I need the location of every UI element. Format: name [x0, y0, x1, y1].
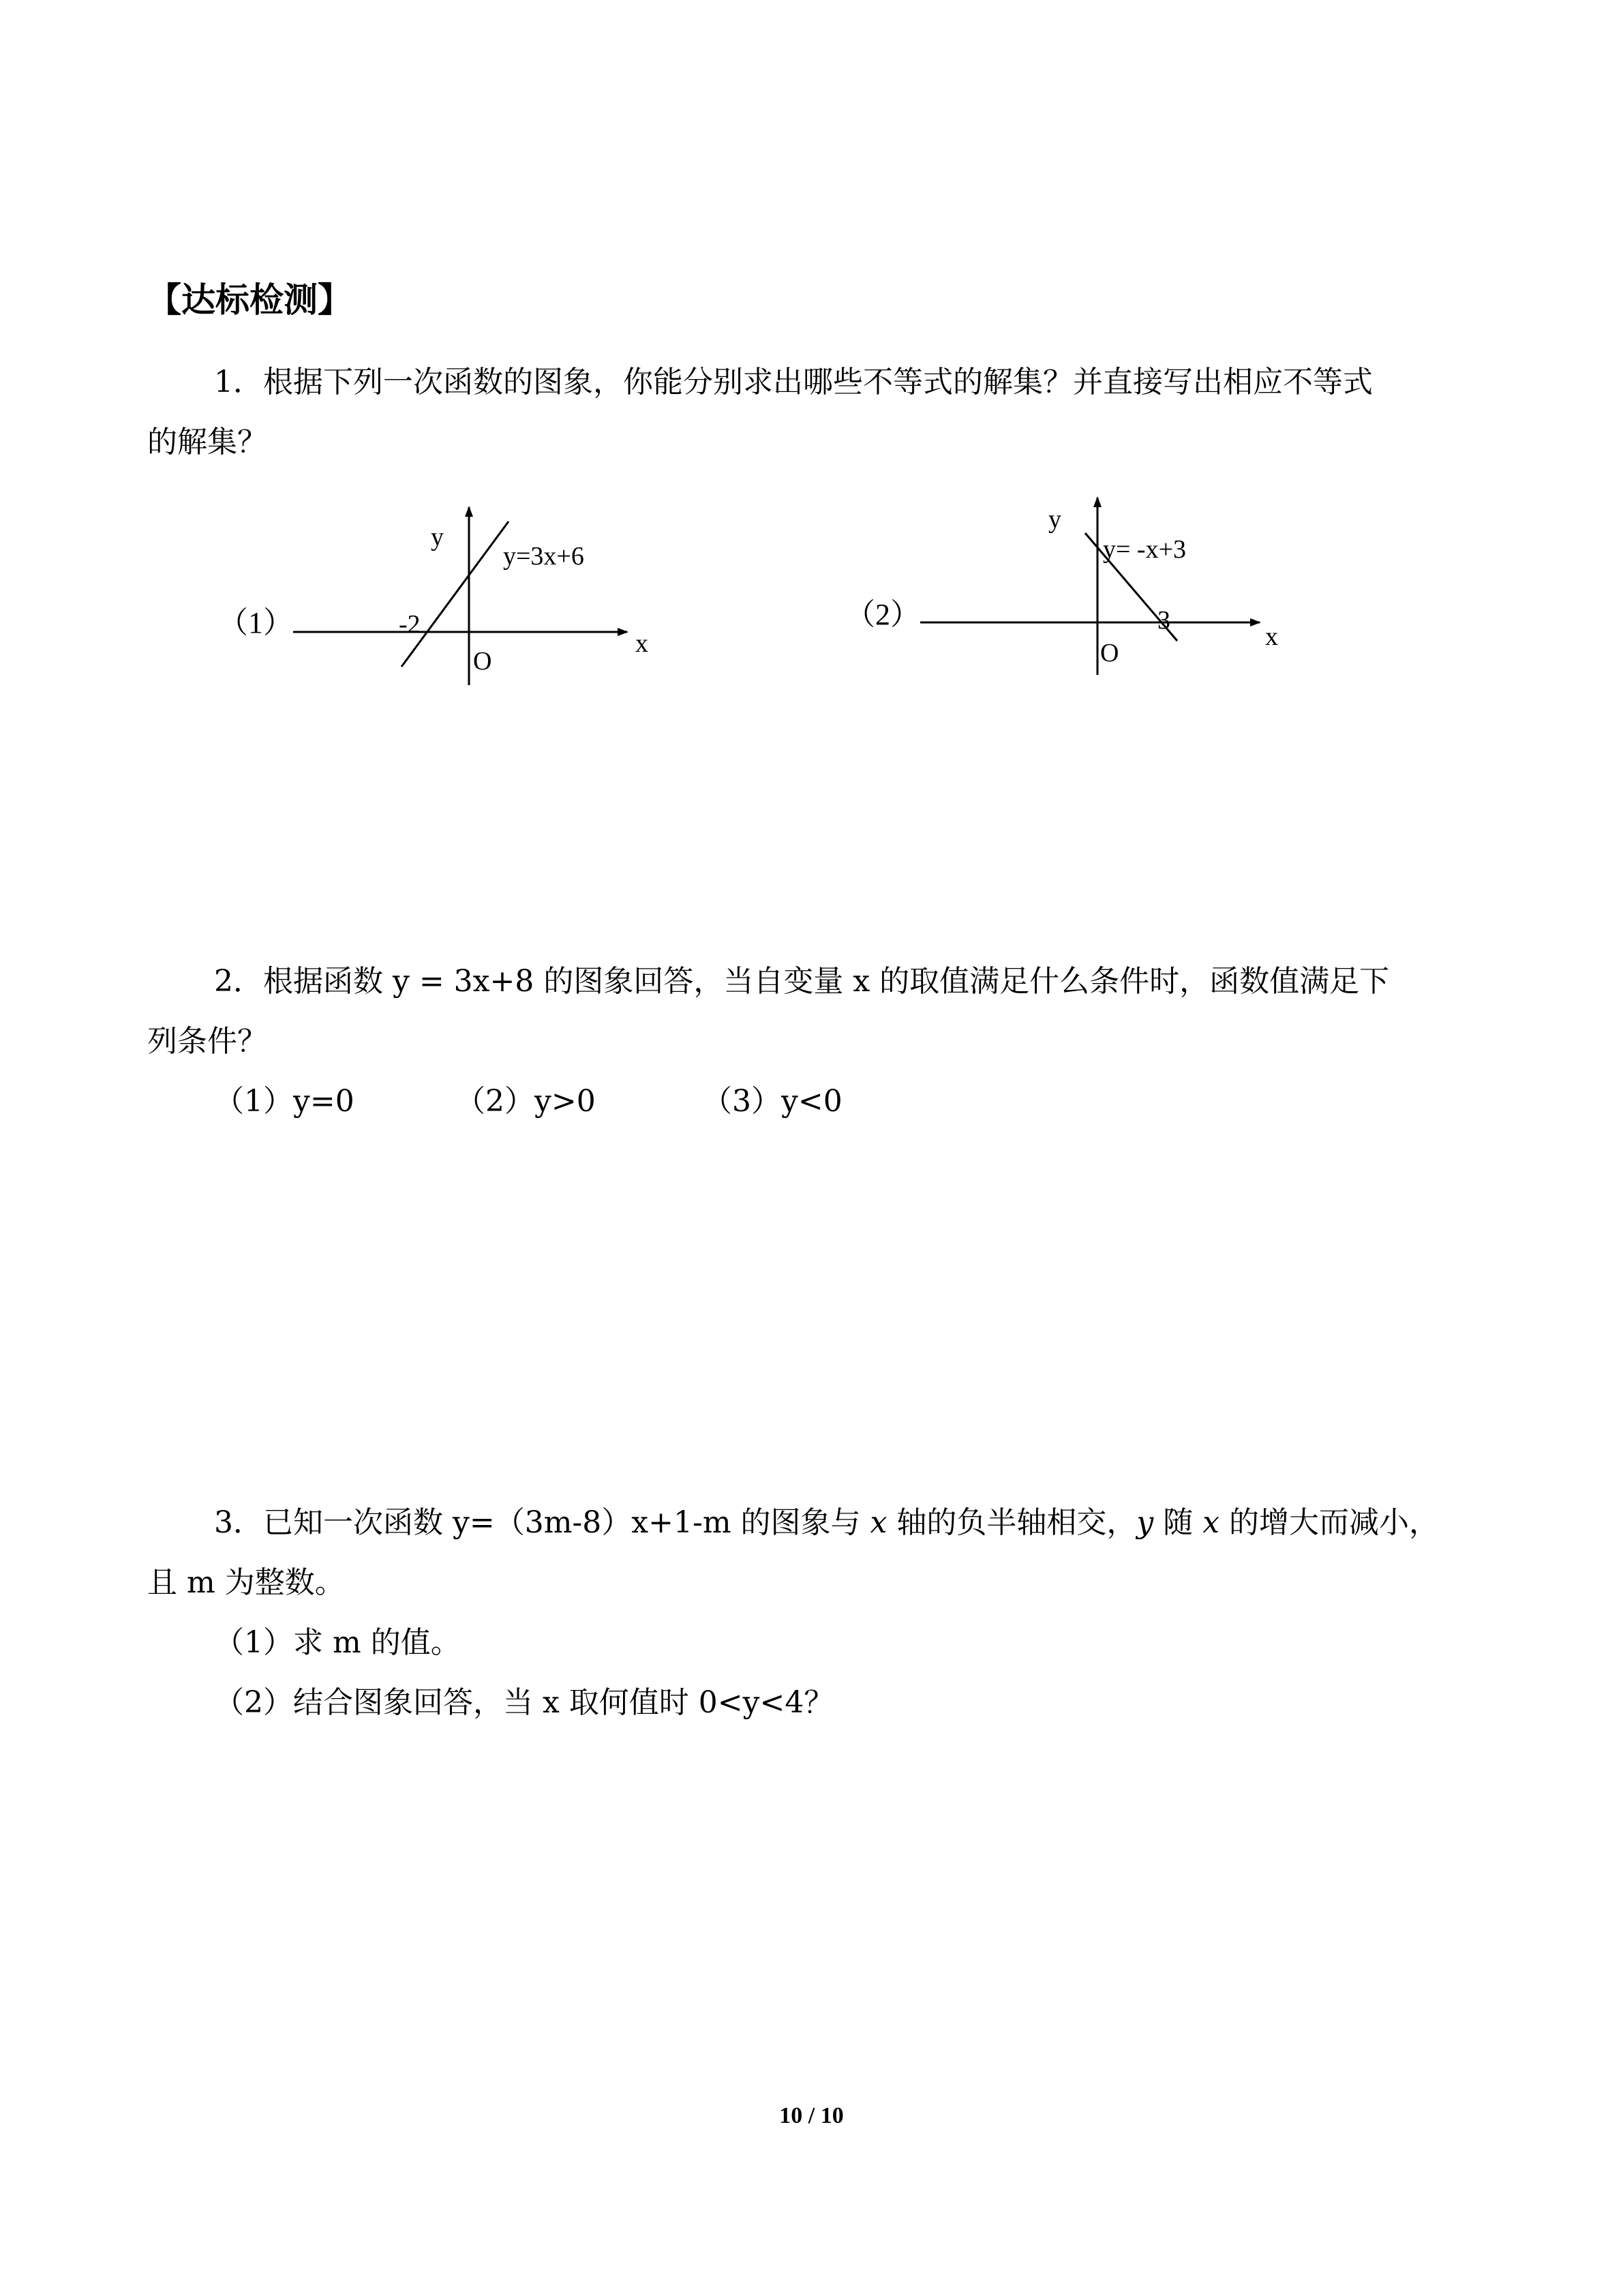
- graph-1-x-label: x: [635, 629, 648, 658]
- q3-sub-1: （1）求 m 的值。: [214, 1625, 461, 1660]
- graph-2-equation: y= -x+3: [1103, 535, 1187, 564]
- graph-1-label: （1）: [218, 606, 293, 639]
- q1-line2: 的解集？: [147, 425, 267, 459]
- q2-option-1: （1）y=0: [214, 1084, 354, 1119]
- q3-var-y: y: [1136, 1505, 1154, 1540]
- graph-1-origin: O: [473, 647, 492, 676]
- graph-2-intercept: 3: [1157, 606, 1170, 635]
- section-heading: 【达标检测】: [147, 280, 352, 320]
- q3-var-x: x: [870, 1505, 888, 1540]
- graph-1-line: [401, 522, 509, 667]
- graph-2-origin: O: [1100, 639, 1119, 667]
- q3-line1-part-b: 轴的负半轴相交，: [887, 1505, 1137, 1540]
- graph-1-y-label: y: [431, 523, 444, 552]
- page-number: 10 / 10: [779, 2103, 844, 2128]
- q1-line1: 1．根据下列一次函数的图象，你能分别求出哪些不等式的解集？并直接写出相应不等式: [214, 365, 1373, 399]
- q3-line1-part-d: 的增大而减小，: [1219, 1505, 1440, 1540]
- q3-var-x-2: x: [1202, 1505, 1220, 1540]
- q3-line1-part-c: 随: [1153, 1505, 1203, 1540]
- q2-line2: 列条件？: [147, 1024, 267, 1059]
- graph-2-label: （2）: [845, 598, 920, 631]
- graph-2-x-label: x: [1265, 622, 1278, 651]
- graph-2: [832, 491, 1336, 695]
- q3-line1-part-a: 3．已知一次函数 y=（3m-8）x+1-m 的图象与: [214, 1505, 870, 1540]
- q3-sub-2: （2）结合图象回答，当 x 取何值时 0<y<4？: [214, 1685, 834, 1720]
- q3-line2: 且 m 为整数。: [147, 1565, 345, 1600]
- q3-line1: [214, 1493, 1439, 1553]
- graph-1-equation: y=3x+6: [503, 542, 584, 571]
- q2-option-2: （2）y>0: [455, 1084, 596, 1119]
- graph-2-y-label: y: [1048, 505, 1061, 534]
- graph-1: [204, 491, 709, 695]
- graph-1-intercept: -2: [399, 610, 421, 639]
- q2-line1: 2．根据函数 y = 3x+8 的图象回答，当自变量 x 的取值满足什么条件时，函数值满足下: [214, 964, 1390, 999]
- q2-option-3: （3）y<0: [702, 1084, 843, 1119]
